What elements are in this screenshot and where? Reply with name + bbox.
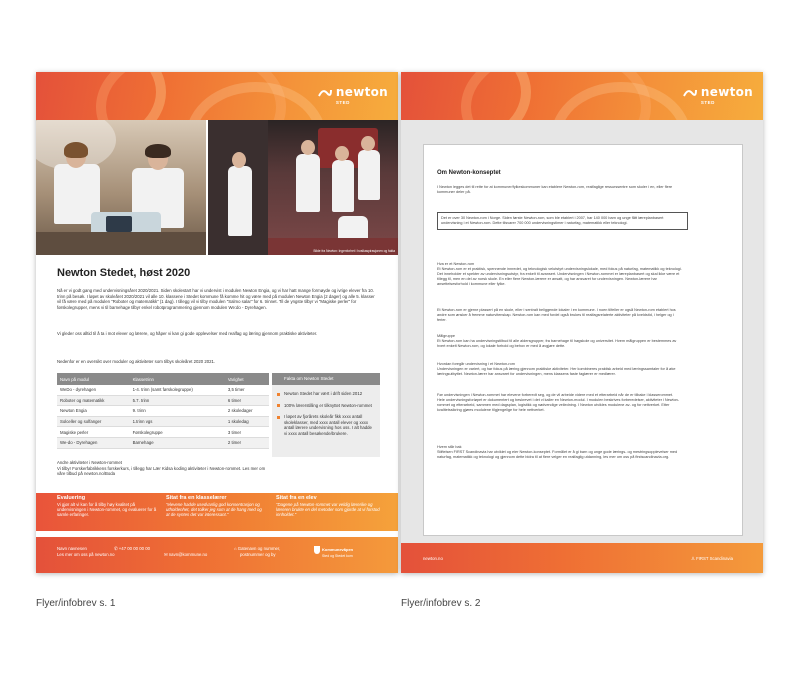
fact-item: Newton Stedet har vært i drift siden 2012 [284,391,374,397]
doc-section-how: Hvordan foregår undervisning i et Newton-rom Undervisningen er variert, og har fokus på læring gjennom praktiske aktiviteter. Her kombineres praktisk arbeid med læringssamtaler for å øke læringsutbyttet. Newton-lærer har ansvaret for undervisningen, mens klassens faste faglærer er medlærer. [437,362,676,376]
other-activities-heading: Andre aktiviteter i Newton-rommet [57,460,122,465]
footer-email: ✉ navn@kommune.no [164,552,208,557]
footer-contact: Navn navnesen Les mer om oss på newton.no [57,546,115,557]
doc-section-target: Målgruppe Et Newton-rom kan ha undervisningstilbud til alle aldersgrupper, fra barnehage til høgskole og universitet. Hvem målgruppen er bestemmes av hvert enkelt Newton-rom, og lokale forhold og behov er med å avgjøre dette. [437,334,677,348]
table-cell: 3 timer [225,427,269,438]
footer-address: ⌂ Gatenavn og nummer, postnummer og by [234,546,281,557]
other-activities [57,460,272,477]
page-footer [401,543,763,573]
page-2-label: Flyer/infobrev s. 2 [401,598,481,609]
newton-logo: newton STED [683,86,753,105]
first-logo-icon: ♙ [691,556,695,561]
newton-logo-icon [318,88,332,98]
table-row [57,427,269,438]
page-footer [36,537,398,573]
table-cell: 2 skoledager [225,406,269,417]
table-header-row [57,373,269,385]
module-table [57,373,269,449]
photo-lab [36,120,206,255]
table-row [57,385,269,395]
page-1-label: Flyer/infobrev s. 1 [36,598,116,609]
table-cell: 1 skoledag [225,416,269,427]
evaluation-block: Evaluering Vi gjør alt vi kan for å tilby høy kvalitet på undervisningen i Newton-rommet, og evaluerer for å samle erfaringer. [57,495,157,517]
footer-org: Kommunevåpen Sted og Stedet kom [314,546,353,560]
coat-of-arms-icon [314,546,320,554]
doc-intro: I Newton legges det til rette for at kommuner/fylkeskommuner kan etablere Newton-rom, realfaglige ressurssentre som skoler i en, eller flere kommuner deler på. [437,185,673,194]
doc-section-what: Hva er et Newton-rom Et Newton-rom er et praktisk, spennende innredet, og teknologisk velutstyrt undervisningslokale, med fokus på naturfag, matematikk og teknologi. Det inneholder et spekter av undervisningsutstyr, fra enkelt til avansert. Undervisningen i Newton-rommet er læreplanbasert og skal ikke være et tillegg til, men en del av norsk skole. En eller flere Newton-lærere er ansatt, og har ansvaret for undervisningen. Newton-lærere har ansettelsesforhold i kommune eller fylke. [437,262,682,286]
table-cell: Magiske perler [57,427,130,438]
overview-text: Nedenfor er en oversikt over moduler og aktiviteter som tilbys skoleåret 2020 2021. [57,359,216,364]
footer-web: newton.no [423,556,443,561]
evaluation-band [36,493,398,531]
table-cell: WeDo - dyrehagen [57,385,130,395]
table-cell: 1.trinn vgs [130,416,225,427]
table-cell: Newton Engia [57,406,130,417]
table-cell: We-do - Dyrehagen [57,437,130,448]
doc-section-who: Hvem står bak Stiftelsen FIRST Scandinavia har utviklet og eier Newton-konseptet. Formålet er å gi barn og unge gode lærings- og mestringsopplevelser med naturfag, matematikk og teknologi og gjennom dette bidra til at flere velger en realfaglig utdanning, les mer om oss på firstscandinavia.org. [437,445,678,459]
fact-item: 100% lærerstilling er tilknyttet Newton-rommet [284,403,374,409]
footer-first: ♙ FIRST Scandinavia [691,556,734,561]
table-row [57,416,269,427]
table-cell: 5.7. trinn [130,395,225,406]
col-header: Klassetrinn [130,373,225,385]
col-header: Varighet [225,373,269,385]
intro-text: Nå er vi godt gang med undervisningsåret 2020/2021. Siden skolestart har vi undervist i modulen Newton Engia, og vi har hatt mange formøyde og ivrige elever fra 10. trinn på besøk. I løpet av skoleåret 2020/2021 vil alle 10. klassene i Stedet kommune få komme hit og være med på modulen Newton Engia (2 dager) og alle 5. klasser vil få være med på modulen "Roboter og matematikk" (1 dag). I tillegg vil vi tilby modulen "Salmo salar" for 6. trinnet. Til de yngste tilbyr vi "Magiske perler" for førskolegrupper, mens vi til barnehage tilbyr enkel robotprogrammering gjennom modulen We:do - Dyrehagen. [57,288,375,310]
fact-item: I løpet av fjorårets skoleår fikk xxxx antall skoleklasser, med xxxx antall elever og xxxx antall lærere undervisning hos oss. I alt hadde vi xxxx antall besøkende/brukere. [284,414,374,436]
photo-strip [36,120,398,255]
doc-title: Om Newton-konseptet [437,170,501,176]
table-cell: Roboter og matematikk [57,395,130,406]
flyer-page-1 [36,72,398,573]
table-cell: 3,5 timer [225,385,269,395]
table-cell: 6 timer [225,395,269,406]
other-activities-text: Vi tilbyr Forskerfabrikkens forskerkurs, i tillegg har Lær Kidsa koding aktiviteter i Newton-rommet. Les mer om våre tilbud på newton.no/Boda [57,465,266,476]
table-cell: Solceller og solfanger [57,416,130,427]
photo-exhibit [208,120,398,255]
table-row [57,437,269,448]
table-cell: Barnehage [130,437,225,448]
doc-paragraph: Et Newton-rom er gjerne plassert på en skole, eller i sentralt beliggende lokaler i en kommune. I noen tilfeller er også Newton-rom etablert hos andre som ønsker å fremme naturvitenskap. Newton-rom kan med fordel også brukes til realfagsrelaterte aktiviteter på kveldstid, i helger og i ferier. [437,308,676,322]
doc-highlight-box: Det er over 30 Newton-rom i Norge. Siden første Newton-rom, som ble etablert i 2007, har 140 000 barn og unge fått læreplanbasert undervisning i et Newton-rom. Dette tilsvarer 700 000 undervisningstimer i naturfag, matematikk eller teknologi. [437,212,688,230]
page-header [401,72,763,120]
quote-student: Sitat fra en elev "Dagene på Newton-rommet var veldig lærerike og læreren brukte en del metoder som gjorde at vi forstod innholdet." [276,495,380,517]
page-header [36,72,398,120]
quote-teacher: Sitat fra en klasselærer "elevene hadde usedvanlig god konsentrasjon og utholdenhet, det tolker jeg som at de hang med og at de syntes det var interessant." [166,495,262,517]
page-title: Newton Stedet, høst 2020 [57,267,191,279]
table-row [57,395,269,406]
table-cell: 2 timer [225,437,269,448]
table-row [57,406,269,417]
table-cell: 9. trinn [130,406,225,417]
flyer-page-2 [401,72,763,573]
table-cell: 1-4. trinn (samt førskolegruppe) [130,385,225,395]
facts-header: Fakta om Newton Stedet [272,373,380,385]
newton-logo: newton STED [318,86,388,105]
newton-logo-icon [683,88,697,98]
doc-paragraph: Før undervisningen i Newton-rommet har elevene forberedt seg, og de vil arbeide videre med et etterarbeid når de er tilbake i klasserommet. Hele undervisningsforløpet er dokumentert og beskrevet i det vi kaller en Newton-modul. I modulen beskrives forberedelser, aktiviteter i Newton-rommet og etterarbeid, sammen med dagsplan, logistikk og nødvendige veiledning. I Newton utvikles modulene av- og for nettverket. Etter kvalitetssikring gjøres modulene tilgjengelige for hele nettverket. [437,393,680,412]
photo-caption: Bilde fra Newton: Ingenforhet i hvalkaspirasjonen og fakta [313,249,395,253]
footer-phone: ✆ +47 00 00 00 00 [114,546,150,551]
facts-box [272,373,380,457]
intro-text-2: Vi gleder oss alltid til å ta i mot elever og lærere, og håper vi kan gi gode opplevelser med realfag og læring gjennom praktiske aktiviteter. [57,331,318,336]
col-header: Navn på modul [57,373,130,385]
table-cell: Førskolegruppe [130,427,225,438]
